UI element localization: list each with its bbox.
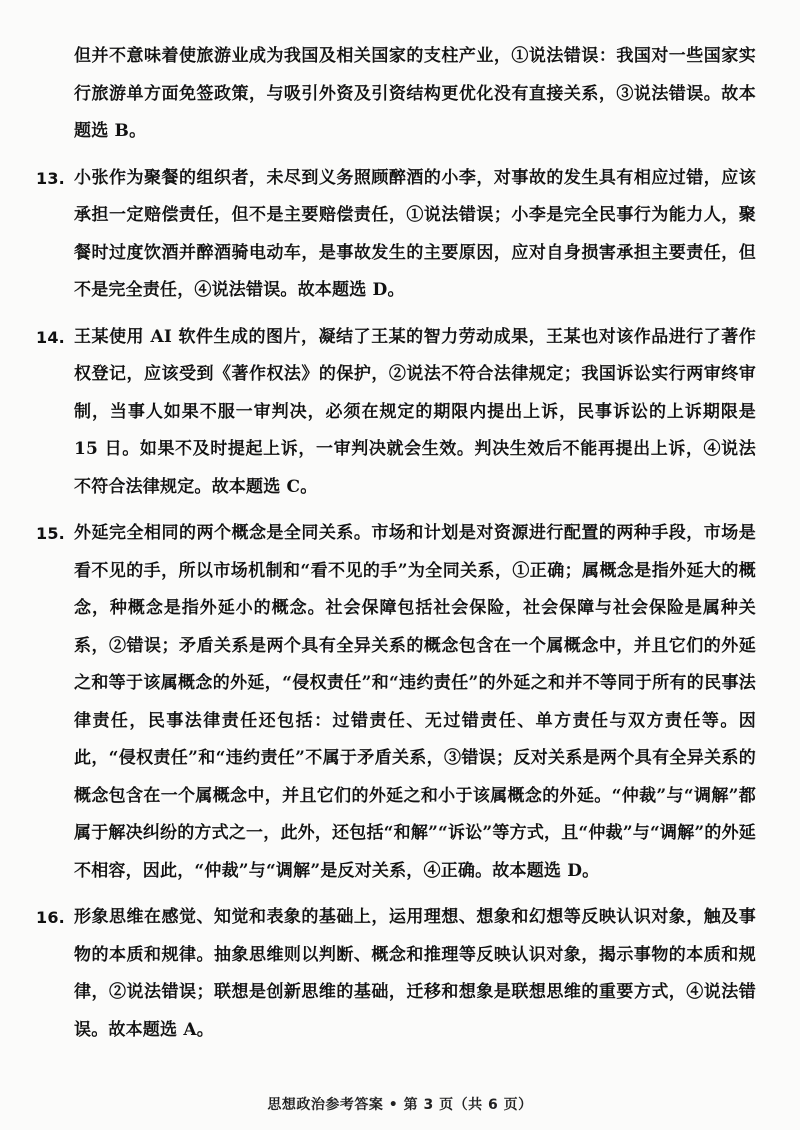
answer-15-number: 15. [36,524,65,543]
answer-16-text: 形象思维在感觉、知觉和表象的基础上，运用理想、想象和幻想等反映认识对象，触及事物的本质和规律。抽象思维则以判断、概念和推理等反映认识对象，揭示事物的本质和规律，②说法错误；联想是创新思维的基础，迁移和想象是联想思维的重要方式，④说法错误。故本题选 A。 [74,907,756,1040]
answer-13-number: 13. [36,168,65,188]
answer-14-text: 王某使用 AI 软件生成的图片，凝结了王某的智力劳动成果，王某也对该作品进行了著作权登记，应该受到《著作权法》的保护，②说法不符合法律规定；我国诉讼实行两审终审制，当事人如果不服一审判决，必须在规定的期限内提出上诉，民事诉讼的上诉期限是 15 日。如果不及时提起上诉，一审判决就会生效。判决生效后不能再提出上诉，④说法不符合法律规定。故本题选 C。 [74,326,756,497]
answer-13 [36,160,756,310]
answer-16-number: 16. [36,908,65,927]
page-footer: 思想政治参考答案 • 第 3 页（共 6 页） [267,1097,533,1113]
answer-15-text: 外延完全相同的两个概念是全同关系。市场和计划是对资源进行配置的两种手段，市场是看不见的手，所以市场机制和“看不见的手”为全同关系，①正确；属概念是指外延大的概念，种概念是指外延小的概念。社会保障包括社会保险，社会保障与社会保险是属种关系，②错误；矛盾关系是两个具有全异关系的概念包含在一个属概念中，并且它们的外延之和等于该属概念的外延，“侵权责任”和“违约责任”的外延之和并不等同于所有的民事法律责任，民事法律责任还包括：过错责任、无过错责任、单方责任与双方责任等。因此，“侵权责任”和“违约责任”不属于矛盾关系，③错误；反对关系是两个具有全异关系的概念包含在一个属概念中，并且它们的外延之和小于该属概念的外延。“仲裁”与“调解”都属于解决纠纷的方式之一，此外，还包括“和解”“诉讼”等方式，且“仲裁”与“调解”的外延不相容，因此，“仲裁”与“调解”是反对关系，④正确。故本题选 D。 [74,523,756,881]
answer-content [36,38,756,1058]
answer-15 [36,515,756,890]
answer-14 [36,319,756,507]
answer-12-continued [36,38,756,151]
answer-12-text: 但并不意味着使旅游业成为我国及相关国家的支柱产业，①说法错误：我国对一些国家实行旅游单方面免签政策，与吸引外资及引资结构更优化没有直接关系，③说法错误。故本题选 B。 [74,46,756,141]
answer-14-number: 14. [36,327,65,347]
answer-16 [36,899,756,1049]
answer-13-text: 小张作为聚餐的组织者，未尽到义务照顾醉酒的小李，对事故的发生具有相应过错，应该承担一定赔偿责任，但不是主要赔偿责任，①说法错误；小李是完全民事行为能力人，聚餐时过度饮酒并醉酒骑电动车，是事故发生的主要原因，应对自身损害承担主要责任，但不是完全责任，④说法错误。故本题选 D。 [74,167,756,300]
